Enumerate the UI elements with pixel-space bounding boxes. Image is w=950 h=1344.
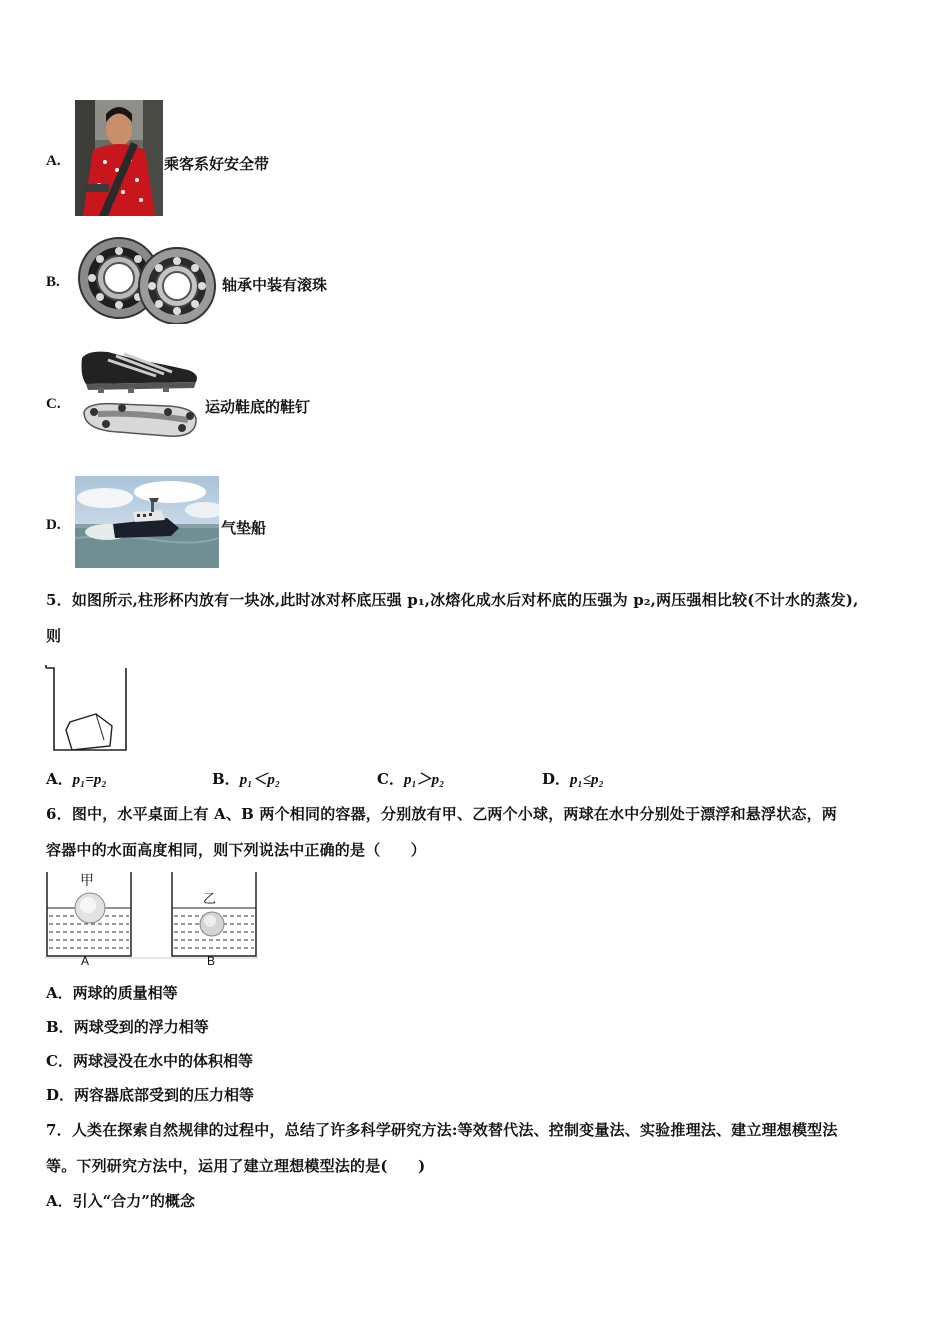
q7-stem-line2: 等。下列研究方法中，运用了建立理想模型法的是( ) [46,1157,426,1175]
option-caption: 乘客系好安全带 [164,155,270,173]
q5-option-c: C．p₁＞p₂ [377,770,445,788]
hovercraft-photo-icon [75,476,219,568]
q5-option-d: D．p₁≤p₂ [542,770,604,788]
ball-b-label: 乙 [203,892,217,907]
option-caption: 轴承中装有滚珠 [222,276,328,294]
cup-with-ice-figure [44,664,130,754]
seatbelt-photo-icon [75,100,163,216]
q6-stem-line1: 6．图中，水平桌面上有 A、B 两个相同的容器，分别放有甲、乙两个小球，两球在水中分别处于漂浮和悬浮状态，两 [46,805,838,823]
bearing-photo-icon [77,236,219,324]
q5-option-a: A．p₁=p₂ [46,770,107,788]
q7-option-a: A．引入“合力”的概念 [46,1192,195,1210]
option-letter: C. [46,396,61,412]
q6-option-c: C．两球浸没在水中的体积相等 [46,1052,253,1070]
two-containers-figure [44,870,258,970]
q6-option-d: D．两容器底部受到的压力相等 [46,1086,255,1104]
option-letter: B. [46,274,60,290]
q6-option-b: B．两球受到的浮力相等 [46,1018,209,1036]
option-letter: D. [46,517,61,533]
option-letter: A. [46,153,61,169]
q5-stem-line1: 5．如图所示,柱形杯内放有一块冰,此时冰对杯底压强 p₁,冰熔化成水后对杯底的压强为 p₂,两压强相比较(不计水的蒸发), [46,591,859,609]
q5-option-b: B．p₁＜p₂ [212,770,281,788]
container-b-label: B [207,954,216,968]
q6-option-a: A．两球的质量相等 [46,984,178,1002]
option-caption: 运动鞋底的鞋钉 [205,398,311,416]
ball-a-label: 甲 [80,873,94,889]
option-caption: 气垫船 [221,519,267,537]
q6-stem-line2: 容器中的水面高度相同，则下列说法中正确的是（ ） [46,841,427,859]
q7-stem-line1: 7．人类在探索自然规律的过程中，总结了许多科学研究方法:等效替代法、控制变量法、实验推理法、建立理想模型法 [46,1121,838,1139]
container-a-label: A [81,954,90,968]
q5-stem-line2: 则 [46,627,62,645]
cleat-shoe-photo-icon [78,346,202,442]
